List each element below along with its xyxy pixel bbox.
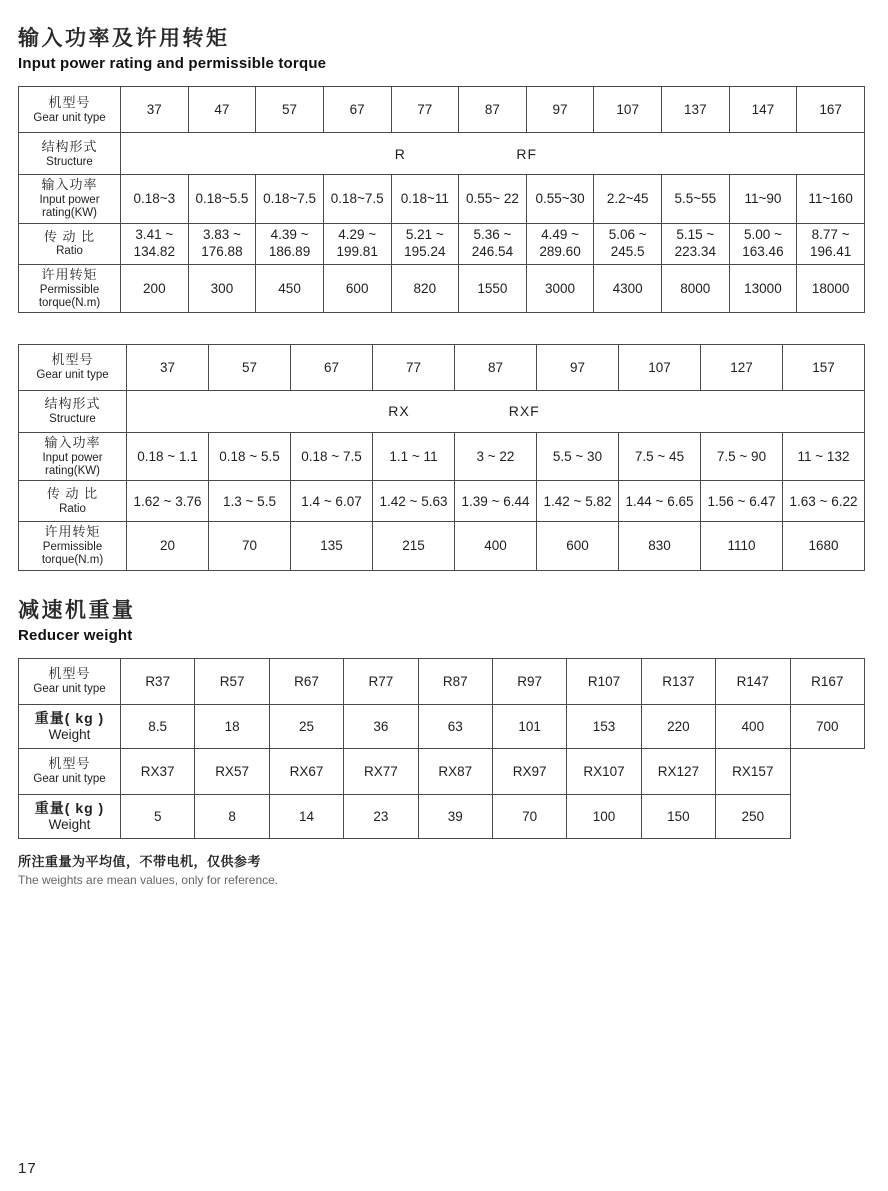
value-cell: 23 [344, 794, 418, 838]
value-cell: 67 [291, 344, 373, 390]
value-cell [797, 223, 865, 264]
row-torque [19, 264, 865, 312]
value-cell: 18 [195, 704, 269, 748]
row-weight-rx [19, 794, 865, 838]
value-cell: 400 [455, 522, 537, 570]
ratio-min: 5.00 ~ [743, 226, 782, 242]
value-cell: RX157 [716, 748, 790, 794]
value-cell: 14 [269, 794, 343, 838]
value-cell: 4300 [594, 264, 662, 312]
row-gear-type-rx [19, 748, 865, 794]
ratio-max: 163.46 [742, 243, 784, 259]
value-cell: 107 [594, 87, 662, 133]
row-gear-type [19, 344, 865, 390]
structure-value-rf: RF [516, 145, 538, 162]
value-cell [121, 223, 189, 264]
value-cell: 600 [537, 522, 619, 570]
ratio-max: 246.54 [471, 243, 514, 259]
value-cell: 97 [537, 344, 619, 390]
section-power-title-zh: 输入功率及许用转矩 [18, 27, 230, 50]
value-cell: 1.63 ~ 6.22 [783, 481, 865, 522]
ratio-min: 5.36 ~ [473, 226, 512, 242]
value-cell: 37 [127, 344, 209, 390]
value-cell: 1680 [783, 522, 865, 570]
value-cell: R147 [716, 658, 790, 704]
value-cell: 13000 [729, 264, 797, 312]
ratio-min: 3.41 ~ [135, 226, 174, 242]
value-cell: 107 [619, 344, 701, 390]
ratio-min: 5.15 ~ [676, 226, 715, 242]
ratio-max: 245.5 [610, 243, 645, 259]
value-cell: 300 [188, 264, 256, 312]
value-cell: 0.18~3 [121, 175, 189, 223]
value-cell: 127 [701, 344, 783, 390]
value-cell [323, 223, 391, 264]
row-torque [19, 522, 865, 570]
value-cell: 36 [344, 704, 418, 748]
label-gear-type-zh: 机型号 [48, 756, 91, 772]
value-cell: 63 [418, 704, 492, 748]
row-label-gear-type [19, 658, 121, 704]
value-cell: 87 [455, 344, 537, 390]
ratio-max: 195.24 [404, 243, 446, 259]
ratio-max: 289.60 [539, 243, 581, 259]
label-gear-type-en: Gear unit type [33, 773, 106, 786]
value-cell: 137 [662, 87, 730, 133]
structure-value-rx: RX [388, 403, 410, 420]
value-cell [188, 223, 256, 264]
row-label-torque [19, 522, 127, 570]
ratio-min: 3.83 ~ [202, 226, 241, 242]
label-torque-zh: 许用转矩 [41, 266, 98, 282]
value-cell [526, 223, 594, 264]
row-structure [19, 390, 865, 432]
row-label-ratio [19, 223, 121, 264]
value-cell: 1110 [701, 522, 783, 570]
value-cell: 70 [209, 522, 291, 570]
value-cell: 57 [209, 344, 291, 390]
value-cell: 25 [269, 704, 343, 748]
value-cell: 11~90 [729, 175, 797, 223]
value-cell: R67 [269, 658, 343, 704]
value-cell: 8.5 [121, 704, 195, 748]
structure-value-rxf: RXF [508, 403, 540, 420]
value-cell: 820 [391, 264, 459, 312]
value-cell: R107 [567, 658, 641, 704]
label-gear-type-zh: 机型号 [48, 94, 91, 110]
value-cell: 0.18 ~ 5.5 [209, 432, 291, 480]
label-gear-type-zh: 机型号 [48, 666, 91, 682]
ratio-min: 5.06 ~ [608, 226, 647, 242]
value-cell: 3000 [526, 264, 594, 312]
section-weight [18, 597, 865, 645]
value-cell: 2.2~45 [594, 175, 662, 223]
value-cell [459, 223, 527, 264]
empty-cell [790, 748, 864, 794]
value-cell: RX127 [641, 748, 715, 794]
value-cell: 450 [256, 264, 324, 312]
value-cell: 0.55~30 [526, 175, 594, 223]
value-cell: 167 [797, 87, 865, 133]
row-label-gear-type [19, 344, 127, 390]
section-power-title-en: Input power rating and permissible torque [18, 55, 327, 73]
ratio-max: 199.81 [336, 243, 378, 259]
value-cell: 200 [121, 264, 189, 312]
value-cell: 250 [716, 794, 790, 838]
value-cell: 3 ~ 22 [455, 432, 537, 480]
value-cell: 830 [619, 522, 701, 570]
ratio-min: 4.39 ~ [270, 226, 309, 242]
label-torque-en2: torque(N.m) [38, 296, 101, 309]
row-label-ratio [19, 481, 127, 522]
value-cell [594, 223, 662, 264]
row-structure [19, 133, 865, 175]
value-cell: R167 [790, 658, 864, 704]
row-label-gear-type [19, 87, 121, 133]
value-cell: 5.5~55 [662, 175, 730, 223]
row-input-power [19, 432, 865, 480]
value-cell: 0.18 ~ 7.5 [291, 432, 373, 480]
label-ratio-en: Ratio [59, 503, 86, 516]
page-number: 17 [18, 1160, 37, 1177]
value-cell: 1.4 ~ 6.07 [291, 481, 373, 522]
value-cell: 1.62 ~ 3.76 [127, 481, 209, 522]
value-cell: 11 ~ 132 [783, 432, 865, 480]
value-cell: 1550 [459, 264, 527, 312]
ratio-min: 8.77 ~ [811, 226, 850, 242]
structure-values-cell [121, 133, 865, 175]
value-cell: 0.18~7.5 [256, 175, 324, 223]
ratio-max: 134.82 [133, 243, 175, 259]
label-ratio-zh: 传 动 比 [46, 486, 99, 502]
value-cell: 220 [641, 704, 715, 748]
value-cell: R97 [492, 658, 566, 704]
ratio-max: 196.41 [809, 243, 852, 259]
value-cell: 5.5 ~ 30 [537, 432, 619, 480]
value-cell: 135 [291, 522, 373, 570]
value-cell: 8000 [662, 264, 730, 312]
value-cell: 1.42 ~ 5.63 [373, 481, 455, 522]
label-power-en1: Input power [42, 451, 103, 464]
value-cell: 1.3 ~ 5.5 [209, 481, 291, 522]
value-cell: 600 [323, 264, 391, 312]
label-weight-zh: 重量( kg ) [34, 709, 105, 726]
ratio-min: 4.49 ~ [541, 226, 580, 242]
value-cell: RX37 [121, 748, 195, 794]
value-cell: 70 [492, 794, 566, 838]
value-cell: 400 [716, 704, 790, 748]
footnote-en: The weights are mean values, only for reference. [18, 873, 279, 888]
value-cell: 153 [567, 704, 641, 748]
section-weight-title-en: Reducer weight [18, 626, 133, 644]
row-gear-type [19, 87, 865, 133]
label-power-en2: rating(KW) [42, 207, 97, 220]
value-cell: R87 [418, 658, 492, 704]
label-structure-zh: 结构形式 [41, 138, 98, 154]
value-cell: 7.5 ~ 45 [619, 432, 701, 480]
row-label-input-power [19, 432, 127, 480]
value-cell: RX57 [195, 748, 269, 794]
value-cell: 1.56 ~ 6.47 [701, 481, 783, 522]
table-rx-series [18, 344, 865, 571]
value-cell: 20 [127, 522, 209, 570]
label-weight-en: Weight [48, 727, 91, 743]
label-ratio-zh: 传 动 比 [43, 228, 96, 244]
value-cell: RX107 [567, 748, 641, 794]
value-cell: 18000 [797, 264, 865, 312]
value-cell: 700 [790, 704, 864, 748]
value-cell: 1.39 ~ 6.44 [455, 481, 537, 522]
row-gear-type-r [19, 658, 865, 704]
label-torque-zh: 许用转矩 [44, 524, 101, 540]
row-label-structure [19, 133, 121, 175]
row-weight-r [19, 704, 865, 748]
value-cell: 39 [418, 794, 492, 838]
label-torque-en1: Permissible [42, 541, 103, 554]
value-cell: 157 [783, 344, 865, 390]
table-weight [18, 658, 865, 839]
value-cell: 67 [323, 87, 391, 133]
footnote [18, 852, 865, 889]
value-cell: 1.44 ~ 6.65 [619, 481, 701, 522]
label-power-en1: Input power [39, 194, 100, 207]
value-cell [662, 223, 730, 264]
ratio-max: 176.88 [201, 243, 243, 259]
label-power-zh: 输入功率 [41, 177, 98, 193]
label-gear-type-en: Gear unit type [33, 111, 106, 124]
value-cell: 1.1 ~ 11 [373, 432, 455, 480]
row-label-input-power [19, 175, 121, 223]
section-weight-title-zh: 减速机重量 [18, 598, 136, 622]
value-cell: 77 [391, 87, 459, 133]
label-gear-type-zh: 机型号 [51, 352, 94, 368]
ratio-min: 4.29 ~ [338, 226, 377, 242]
value-cell [391, 223, 459, 264]
value-cell: RX77 [344, 748, 418, 794]
row-label-torque [19, 264, 121, 312]
ratio-max: 223.34 [674, 243, 716, 259]
value-cell: 1.42 ~ 5.82 [537, 481, 619, 522]
value-cell: RX97 [492, 748, 566, 794]
value-cell: 5 [121, 794, 195, 838]
value-cell: RX87 [418, 748, 492, 794]
row-input-power [19, 175, 865, 223]
value-cell: 0.55~ 22 [459, 175, 527, 223]
value-cell: RX67 [269, 748, 343, 794]
ratio-max: 186.89 [268, 243, 311, 259]
value-cell: 215 [373, 522, 455, 570]
value-cell: 0.18~5.5 [188, 175, 256, 223]
value-cell: 57 [256, 87, 324, 133]
label-gear-type-en: Gear unit type [33, 683, 106, 696]
row-ratio [19, 223, 865, 264]
label-power-en2: rating(KW) [45, 465, 100, 478]
structure-values-cell [127, 390, 865, 432]
value-cell [729, 223, 797, 264]
value-cell: 100 [567, 794, 641, 838]
value-cell: 47 [188, 87, 256, 133]
value-cell: 101 [492, 704, 566, 748]
label-torque-en2: torque(N.m) [41, 554, 104, 567]
label-torque-en1: Permissible [39, 283, 100, 296]
value-cell: 0.18~11 [391, 175, 459, 223]
label-structure-en: Structure [49, 413, 96, 426]
value-cell: 147 [729, 87, 797, 133]
value-cell: 0.18 ~ 1.1 [127, 432, 209, 480]
value-cell: 77 [373, 344, 455, 390]
row-label-weight [19, 794, 121, 838]
label-ratio-en: Ratio [56, 245, 83, 258]
row-label-gear-type [19, 748, 121, 794]
label-weight-zh: 重量( kg ) [34, 799, 105, 816]
value-cell: R77 [344, 658, 418, 704]
value-cell: 87 [459, 87, 527, 133]
value-cell: 0.18~7.5 [323, 175, 391, 223]
value-cell: 7.5 ~ 90 [701, 432, 783, 480]
row-ratio [19, 481, 865, 522]
label-structure-zh: 结构形式 [44, 396, 101, 412]
label-structure-en: Structure [46, 155, 93, 168]
value-cell: 150 [641, 794, 715, 838]
label-weight-en: Weight [48, 817, 91, 833]
ratio-min: 5.21 ~ [405, 226, 444, 242]
value-cell: 8 [195, 794, 269, 838]
footnote-zh: 所注重量为平均值，不带电机，仅供参考 [18, 853, 262, 869]
label-gear-type-en: Gear unit type [36, 369, 109, 382]
row-label-weight [19, 704, 121, 748]
empty-cell [790, 794, 864, 838]
label-power-zh: 输入功率 [44, 434, 101, 450]
value-cell: 11~160 [797, 175, 865, 223]
structure-value-r: R [394, 145, 406, 162]
value-cell: R57 [195, 658, 269, 704]
value-cell: 97 [526, 87, 594, 133]
value-cell [256, 223, 324, 264]
table-r-series [18, 86, 865, 313]
value-cell: 37 [121, 87, 189, 133]
row-label-structure [19, 390, 127, 432]
value-cell: R37 [121, 658, 195, 704]
value-cell: R137 [641, 658, 715, 704]
